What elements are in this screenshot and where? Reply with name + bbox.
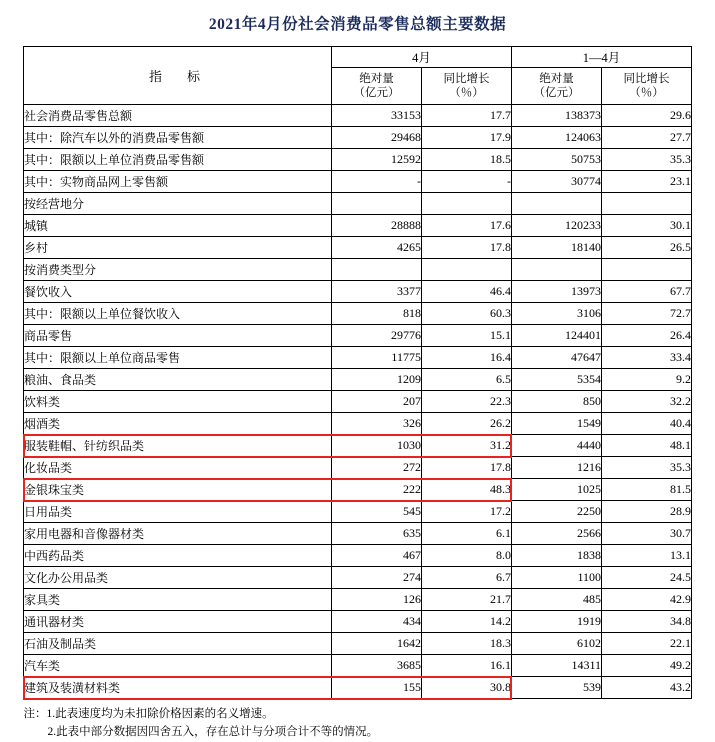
cell-cumulative-yoy: 33.4 xyxy=(602,347,692,369)
row-label: 其中：实物商品网上零售额 xyxy=(23,171,331,193)
table-row xyxy=(23,413,691,435)
cell-cumulative-yoy: 72.7 xyxy=(602,303,692,325)
cell-cumulative-absolute: 539 xyxy=(512,677,602,699)
header-cumulative: 1—4月 xyxy=(512,47,692,68)
table-row xyxy=(23,567,691,589)
header-line2: （％） xyxy=(629,87,664,99)
cell-month-yoy: 26.2 xyxy=(421,413,511,435)
row-label: 家具类 xyxy=(23,589,331,611)
cell-month-yoy: 16.1 xyxy=(421,655,511,677)
cell-cumulative-absolute: 1838 xyxy=(512,545,602,567)
cell-cumulative-absolute: 2250 xyxy=(512,501,602,523)
cell-month-absolute: 1209 xyxy=(331,369,421,391)
table-row xyxy=(23,105,691,127)
cell-cumulative-absolute: 13973 xyxy=(512,281,602,303)
cell-month-absolute: 272 xyxy=(331,457,421,479)
cell-month-absolute: 1030 xyxy=(331,435,421,457)
cell-cumulative-absolute: 5354 xyxy=(512,369,602,391)
header-line2: （亿元） xyxy=(353,87,400,99)
cell-cumulative-yoy: 26.5 xyxy=(602,237,692,259)
cell-cumulative-yoy: 42.9 xyxy=(602,589,692,611)
cell-month-yoy: 6.1 xyxy=(421,523,511,545)
cell-month-absolute: 28888 xyxy=(331,215,421,237)
cell-month-absolute: 3377 xyxy=(331,281,421,303)
table-row xyxy=(23,149,691,171)
cell-cumulative-absolute: 1549 xyxy=(512,413,602,435)
header-line2: （亿元） xyxy=(533,87,580,99)
cell-month-absolute: 29776 xyxy=(331,325,421,347)
row-label: 其中：限额以上单位餐饮收入 xyxy=(23,303,331,325)
header-indicator: 指 标 xyxy=(23,47,331,105)
cell-cumulative-yoy xyxy=(602,193,692,215)
row-label: 其中：除汽车以外的消费品零售额 xyxy=(23,127,331,149)
cell-cumulative-yoy: 43.2 xyxy=(602,677,692,699)
cell-cumulative-absolute: 485 xyxy=(512,589,602,611)
cell-month-yoy: 18.5 xyxy=(421,149,511,171)
row-label: 其中：限额以上单位消费品零售额 xyxy=(23,149,331,171)
row-label: 化妆品类 xyxy=(23,457,331,479)
cell-month-yoy: 8.0 xyxy=(421,545,511,567)
table-row xyxy=(23,611,691,633)
row-label: 家用电器和音像器材类 xyxy=(23,523,331,545)
cell-cumulative-absolute: 1025 xyxy=(512,479,602,501)
cell-cumulative-absolute: 124401 xyxy=(512,325,602,347)
row-label: 文化办公用品类 xyxy=(23,567,331,589)
cell-cumulative-yoy: 35.3 xyxy=(602,457,692,479)
cell-month-absolute: - xyxy=(331,171,421,193)
cell-cumulative-yoy: 24.5 xyxy=(602,567,692,589)
table-body xyxy=(23,105,691,699)
cell-month-absolute: 4265 xyxy=(331,237,421,259)
row-label: 通讯器材类 xyxy=(23,611,331,633)
row-label: 日用品类 xyxy=(23,501,331,523)
cell-month-absolute: 818 xyxy=(331,303,421,325)
header-line1: 同比增长 xyxy=(623,72,670,85)
table-row xyxy=(23,215,691,237)
cell-month-yoy: 17.6 xyxy=(421,215,511,237)
row-label: 服装鞋帽、针纺织品类 xyxy=(23,435,331,457)
row-label: 烟酒类 xyxy=(23,413,331,435)
cell-month-absolute: 1642 xyxy=(331,633,421,655)
cell-month-yoy: 48.3 xyxy=(421,479,511,501)
cell-month-yoy: 21.7 xyxy=(421,589,511,611)
cell-cumulative-absolute: 1919 xyxy=(512,611,602,633)
cell-cumulative-yoy: 13.1 xyxy=(602,545,692,567)
cell-cumulative-yoy: 67.7 xyxy=(602,281,692,303)
cell-month-yoy: 17.9 xyxy=(421,127,511,149)
cell-month-yoy xyxy=(421,259,511,281)
row-label: 按消费类型分 xyxy=(23,259,331,281)
table-row xyxy=(23,325,691,347)
cell-cumulative-absolute: 6102 xyxy=(512,633,602,655)
cell-month-yoy: 17.8 xyxy=(421,457,511,479)
cell-cumulative-yoy: 22.1 xyxy=(602,633,692,655)
cell-cumulative-yoy: 28.9 xyxy=(602,501,692,523)
cell-cumulative-absolute: 50753 xyxy=(512,149,602,171)
cell-month-yoy: 6.7 xyxy=(421,567,511,589)
cell-month-yoy: 17.7 xyxy=(421,105,511,127)
row-label: 商品零售 xyxy=(23,325,331,347)
cell-cumulative-yoy: 23.1 xyxy=(602,171,692,193)
cell-month-absolute: 12592 xyxy=(331,149,421,171)
cell-cumulative-yoy: 49.2 xyxy=(602,655,692,677)
header-line2: （％） xyxy=(449,87,484,99)
cell-month-yoy: 14.2 xyxy=(421,611,511,633)
cell-cumulative-absolute: 47647 xyxy=(512,347,602,369)
row-label: 乡村 xyxy=(23,237,331,259)
cell-month-absolute: 326 xyxy=(331,413,421,435)
cell-cumulative-absolute: 1216 xyxy=(512,457,602,479)
cell-month-yoy: 22.3 xyxy=(421,391,511,413)
cell-month-yoy: 6.5 xyxy=(421,369,511,391)
cell-cumulative-absolute: 120233 xyxy=(512,215,602,237)
cell-cumulative-absolute: 4440 xyxy=(512,435,602,457)
table-row xyxy=(23,457,691,479)
note-2: 2.此表中部分数据因四舍五入，存在总计与分项合计不等的情况。 xyxy=(47,726,379,739)
header-cumulative-yoy xyxy=(602,68,692,105)
cell-cumulative-yoy: 30.7 xyxy=(602,523,692,545)
table-row xyxy=(23,523,691,545)
header-month-absolute xyxy=(331,68,421,105)
row-label: 饮料类 xyxy=(23,391,331,413)
cell-cumulative-yoy: 48.1 xyxy=(602,435,692,457)
cell-cumulative-absolute: 30774 xyxy=(512,171,602,193)
table-row xyxy=(23,193,691,215)
cell-cumulative-absolute: 3106 xyxy=(512,303,602,325)
cell-cumulative-absolute: 18140 xyxy=(512,237,602,259)
cell-month-yoy: 30.8 xyxy=(421,677,511,699)
table-wrapper xyxy=(0,46,715,699)
cell-month-yoy: 17.2 xyxy=(421,501,511,523)
cell-cumulative-yoy xyxy=(602,259,692,281)
cell-cumulative-yoy: 35.3 xyxy=(602,149,692,171)
cell-month-absolute: 207 xyxy=(331,391,421,413)
table-row xyxy=(23,127,691,149)
cell-month-absolute xyxy=(331,193,421,215)
cell-cumulative-absolute xyxy=(512,193,602,215)
row-label: 其中：限额以上单位商品零售 xyxy=(23,347,331,369)
cell-month-absolute xyxy=(331,259,421,281)
table-head xyxy=(23,47,691,105)
table-row xyxy=(23,633,691,655)
cell-month-absolute: 155 xyxy=(331,677,421,699)
cell-cumulative-absolute: 14311 xyxy=(512,655,602,677)
cell-cumulative-yoy: 29.6 xyxy=(602,105,692,127)
cell-month-absolute: 545 xyxy=(331,501,421,523)
cell-month-yoy: 60.3 xyxy=(421,303,511,325)
cell-month-absolute: 126 xyxy=(331,589,421,611)
table-row xyxy=(23,303,691,325)
cell-month-yoy: 31.2 xyxy=(421,435,511,457)
table-row xyxy=(23,545,691,567)
cell-cumulative-yoy: 81.5 xyxy=(602,479,692,501)
row-label: 餐饮收入 xyxy=(23,281,331,303)
header-line1: 绝对量 xyxy=(539,72,574,85)
cell-month-absolute: 222 xyxy=(331,479,421,501)
cell-month-absolute: 434 xyxy=(331,611,421,633)
table-row xyxy=(23,391,691,413)
row-label: 城镇 xyxy=(23,215,331,237)
row-label: 石油及制品类 xyxy=(23,633,331,655)
cell-month-absolute: 467 xyxy=(331,545,421,567)
cell-month-yoy: 46.4 xyxy=(421,281,511,303)
cell-cumulative-yoy: 9.2 xyxy=(602,369,692,391)
cell-month-yoy: 18.3 xyxy=(421,633,511,655)
cell-cumulative-absolute: 1100 xyxy=(512,567,602,589)
table-notes xyxy=(24,705,692,742)
page-title: 2021年4月份社会消费品零售总额主要数据 xyxy=(208,16,507,33)
header-month: 4月 xyxy=(331,47,511,68)
note-1: 注：1.此表速度均为未扣除价格因素的名义增速。 xyxy=(23,708,274,720)
cell-month-yoy: 17.8 xyxy=(421,237,511,259)
cell-cumulative-yoy: 40.4 xyxy=(602,413,692,435)
cell-month-yoy: 15.1 xyxy=(421,325,511,347)
header-line1: 同比增长 xyxy=(443,72,490,85)
table-row xyxy=(23,589,691,611)
cell-month-absolute: 29468 xyxy=(331,127,421,149)
header-month-yoy xyxy=(421,68,511,105)
cell-month-absolute: 274 xyxy=(331,567,421,589)
cell-cumulative-absolute: 138373 xyxy=(512,105,602,127)
cell-cumulative-absolute: 124063 xyxy=(512,127,602,149)
table-row xyxy=(23,501,691,523)
cell-month-yoy xyxy=(421,193,511,215)
cell-cumulative-yoy: 32.2 xyxy=(602,391,692,413)
cell-cumulative-yoy: 26.4 xyxy=(602,325,692,347)
cell-cumulative-yoy: 34.8 xyxy=(602,611,692,633)
row-label: 粮油、食品类 xyxy=(23,369,331,391)
retail-data-table xyxy=(23,46,692,699)
cell-cumulative-yoy: 27.7 xyxy=(602,127,692,149)
cell-month-absolute: 635 xyxy=(331,523,421,545)
row-label: 社会消费品零售总额 xyxy=(23,105,331,127)
cell-cumulative-absolute: 2566 xyxy=(512,523,602,545)
cell-month-yoy: - xyxy=(421,171,511,193)
cell-month-absolute: 11775 xyxy=(331,347,421,369)
row-label: 建筑及装潢材料类 xyxy=(23,677,331,699)
row-label: 汽车类 xyxy=(23,655,331,677)
table-row xyxy=(23,369,691,391)
row-label: 中西药品类 xyxy=(23,545,331,567)
table-row xyxy=(23,479,691,501)
cell-month-absolute: 33153 xyxy=(331,105,421,127)
cell-cumulative-absolute: 850 xyxy=(512,391,602,413)
table-row xyxy=(23,237,691,259)
table-row xyxy=(23,171,691,193)
table-row xyxy=(23,259,691,281)
cell-month-yoy: 16.4 xyxy=(421,347,511,369)
cell-cumulative-yoy: 30.1 xyxy=(602,215,692,237)
header-line1: 绝对量 xyxy=(359,72,394,85)
table-row xyxy=(23,347,691,369)
row-label: 金银珠宝类 xyxy=(23,479,331,501)
row-label: 按经营地分 xyxy=(23,193,331,215)
table-row xyxy=(23,435,691,457)
cell-month-absolute: 3685 xyxy=(331,655,421,677)
table-row xyxy=(23,655,691,677)
cell-cumulative-absolute xyxy=(512,259,602,281)
table-row xyxy=(23,281,691,303)
header-cumulative-absolute xyxy=(512,68,602,105)
